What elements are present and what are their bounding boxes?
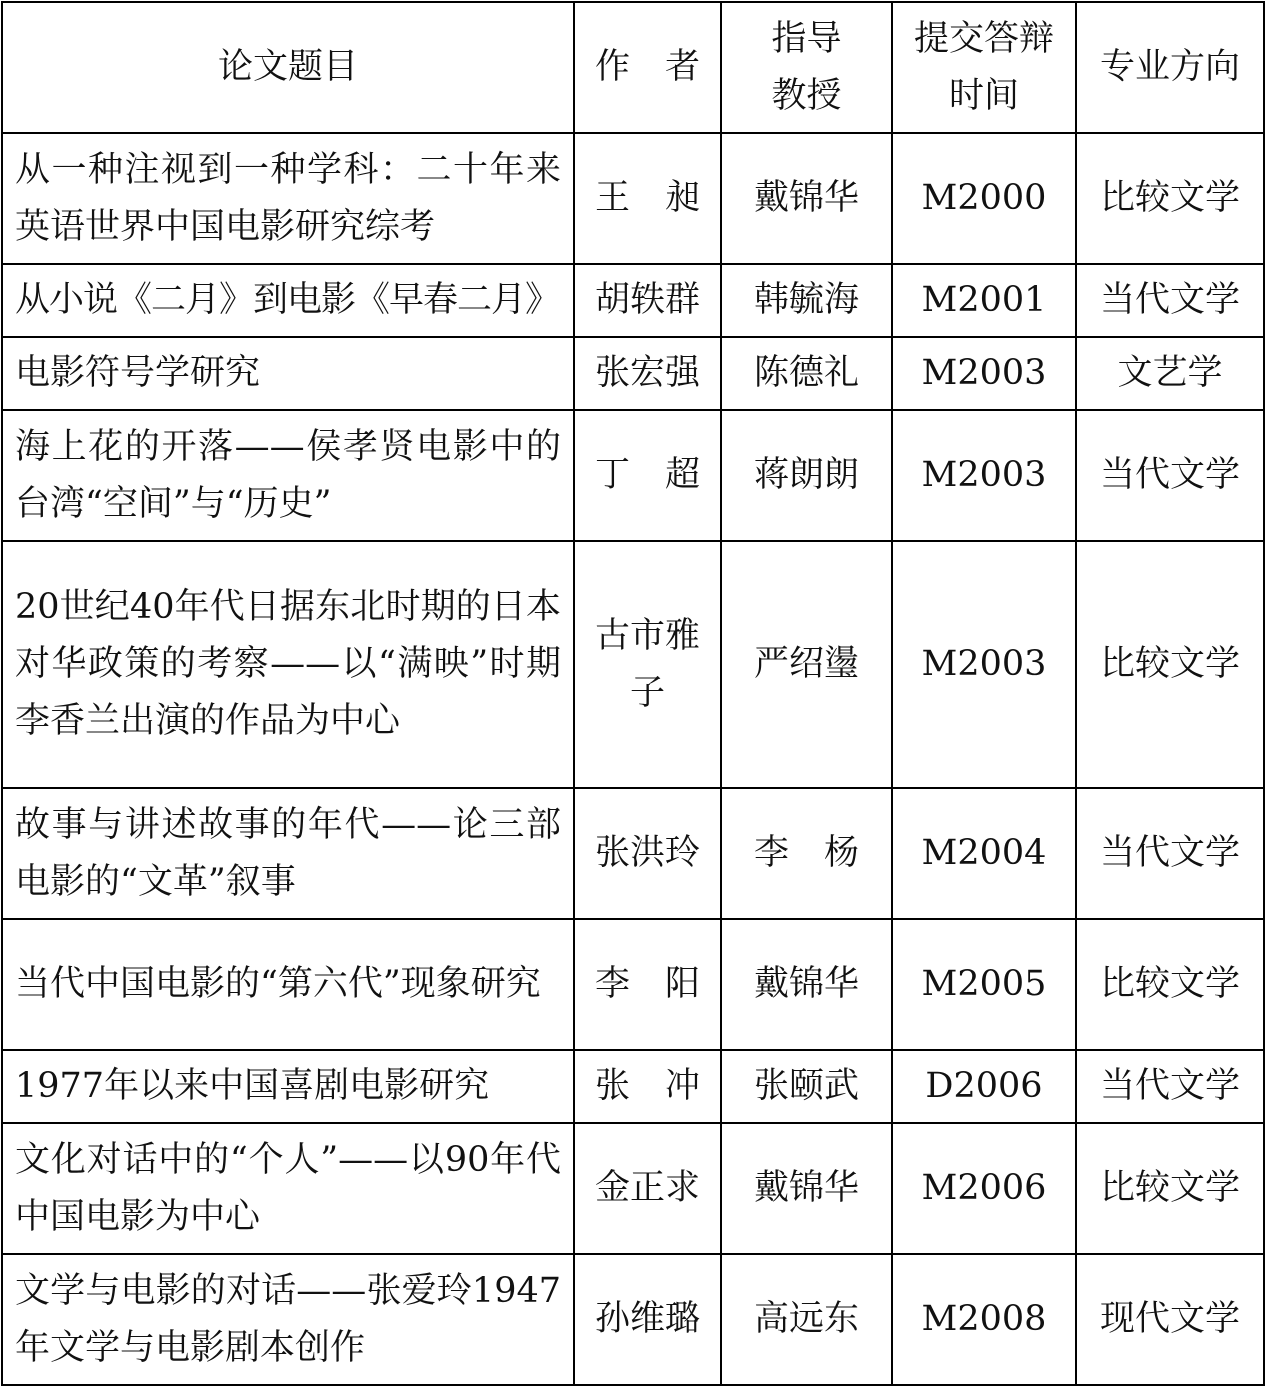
table-row	[2, 410, 1264, 541]
cell-author: 胡轶群	[574, 264, 721, 337]
cell-title: 海上花的开落——侯孝贤电影中的台湾“空间”与“历史”	[2, 410, 574, 541]
cell-advisor: 陈德礼	[721, 337, 892, 410]
cell-title: 文学与电影的对话——张爱玲1947年文学与电影剧本创作	[2, 1254, 574, 1385]
cell-major: 当代文学	[1076, 1050, 1264, 1123]
cell-defense: M2001	[892, 264, 1076, 337]
cell-author: 张 冲	[574, 1050, 721, 1123]
header-title: 论文题目	[2, 2, 574, 133]
cell-title: 文化对话中的“个人”——以90年代中国电影为中心	[2, 1123, 574, 1254]
header-row	[2, 2, 1264, 133]
header-defense: 提交答辩时间	[892, 2, 1076, 133]
cell-advisor: 严绍璗	[721, 541, 892, 788]
cell-title: 故事与讲述故事的年代——论三部电影的“文革”叙事	[2, 788, 574, 919]
cell-defense: M2000	[892, 133, 1076, 264]
table-row	[2, 337, 1264, 410]
thesis-table	[1, 1, 1265, 1386]
table-row	[2, 1050, 1264, 1123]
cell-advisor: 高远东	[721, 1254, 892, 1385]
cell-major: 比较文学	[1076, 919, 1264, 1050]
cell-advisor: 张颐武	[721, 1050, 892, 1123]
header-author: 作 者	[574, 2, 721, 133]
cell-advisor: 戴锦华	[721, 1123, 892, 1254]
table-row	[2, 541, 1264, 788]
header-advisor: 指导教授	[721, 2, 892, 133]
cell-major: 当代文学	[1076, 264, 1264, 337]
cell-advisor: 戴锦华	[721, 133, 892, 264]
cell-major: 比较文学	[1076, 541, 1264, 788]
cell-title: 从一种注视到一种学科：二十年来英语世界中国电影研究综考	[2, 133, 574, 264]
cell-advisor: 蒋朗朗	[721, 410, 892, 541]
table-row	[2, 788, 1264, 919]
cell-advisor: 戴锦华	[721, 919, 892, 1050]
cell-title: 1977年以来中国喜剧电影研究	[2, 1050, 574, 1123]
cell-major: 当代文学	[1076, 788, 1264, 919]
cell-major: 比较文学	[1076, 133, 1264, 264]
cell-author: 李 阳	[574, 919, 721, 1050]
cell-defense: M2006	[892, 1123, 1076, 1254]
cell-author: 张宏强	[574, 337, 721, 410]
cell-title: 从小说《二月》到电影《早春二月》	[2, 264, 574, 337]
cell-author: 金正求	[574, 1123, 721, 1254]
cell-author: 王 昶	[574, 133, 721, 264]
cell-advisor: 韩毓海	[721, 264, 892, 337]
cell-major: 比较文学	[1076, 1123, 1264, 1254]
cell-defense: M2003	[892, 410, 1076, 541]
cell-defense: M2003	[892, 541, 1076, 788]
cell-author: 古市雅子	[574, 541, 721, 788]
cell-advisor: 李 杨	[721, 788, 892, 919]
cell-defense: D2006	[892, 1050, 1076, 1123]
cell-author: 孙维璐	[574, 1254, 721, 1385]
cell-defense: M2008	[892, 1254, 1076, 1385]
cell-title: 电影符号学研究	[2, 337, 574, 410]
header-major: 专业方向	[1076, 2, 1264, 133]
cell-author: 张洪玲	[574, 788, 721, 919]
cell-defense: M2004	[892, 788, 1076, 919]
cell-defense: M2003	[892, 337, 1076, 410]
cell-defense: M2005	[892, 919, 1076, 1050]
table-row	[2, 133, 1264, 264]
cell-title: 20世纪40年代日据东北时期的日本对华政策的考察——以“满映”时期李香兰出演的作品为中心	[2, 541, 574, 788]
cell-major: 现代文学	[1076, 1254, 1264, 1385]
table-row	[2, 264, 1264, 337]
table-row	[2, 1123, 1264, 1254]
table-row	[2, 919, 1264, 1050]
cell-author: 丁 超	[574, 410, 721, 541]
cell-major: 当代文学	[1076, 410, 1264, 541]
cell-major: 文艺学	[1076, 337, 1264, 410]
table-row	[2, 1254, 1264, 1385]
cell-title: 当代中国电影的“第六代”现象研究	[2, 919, 574, 1050]
